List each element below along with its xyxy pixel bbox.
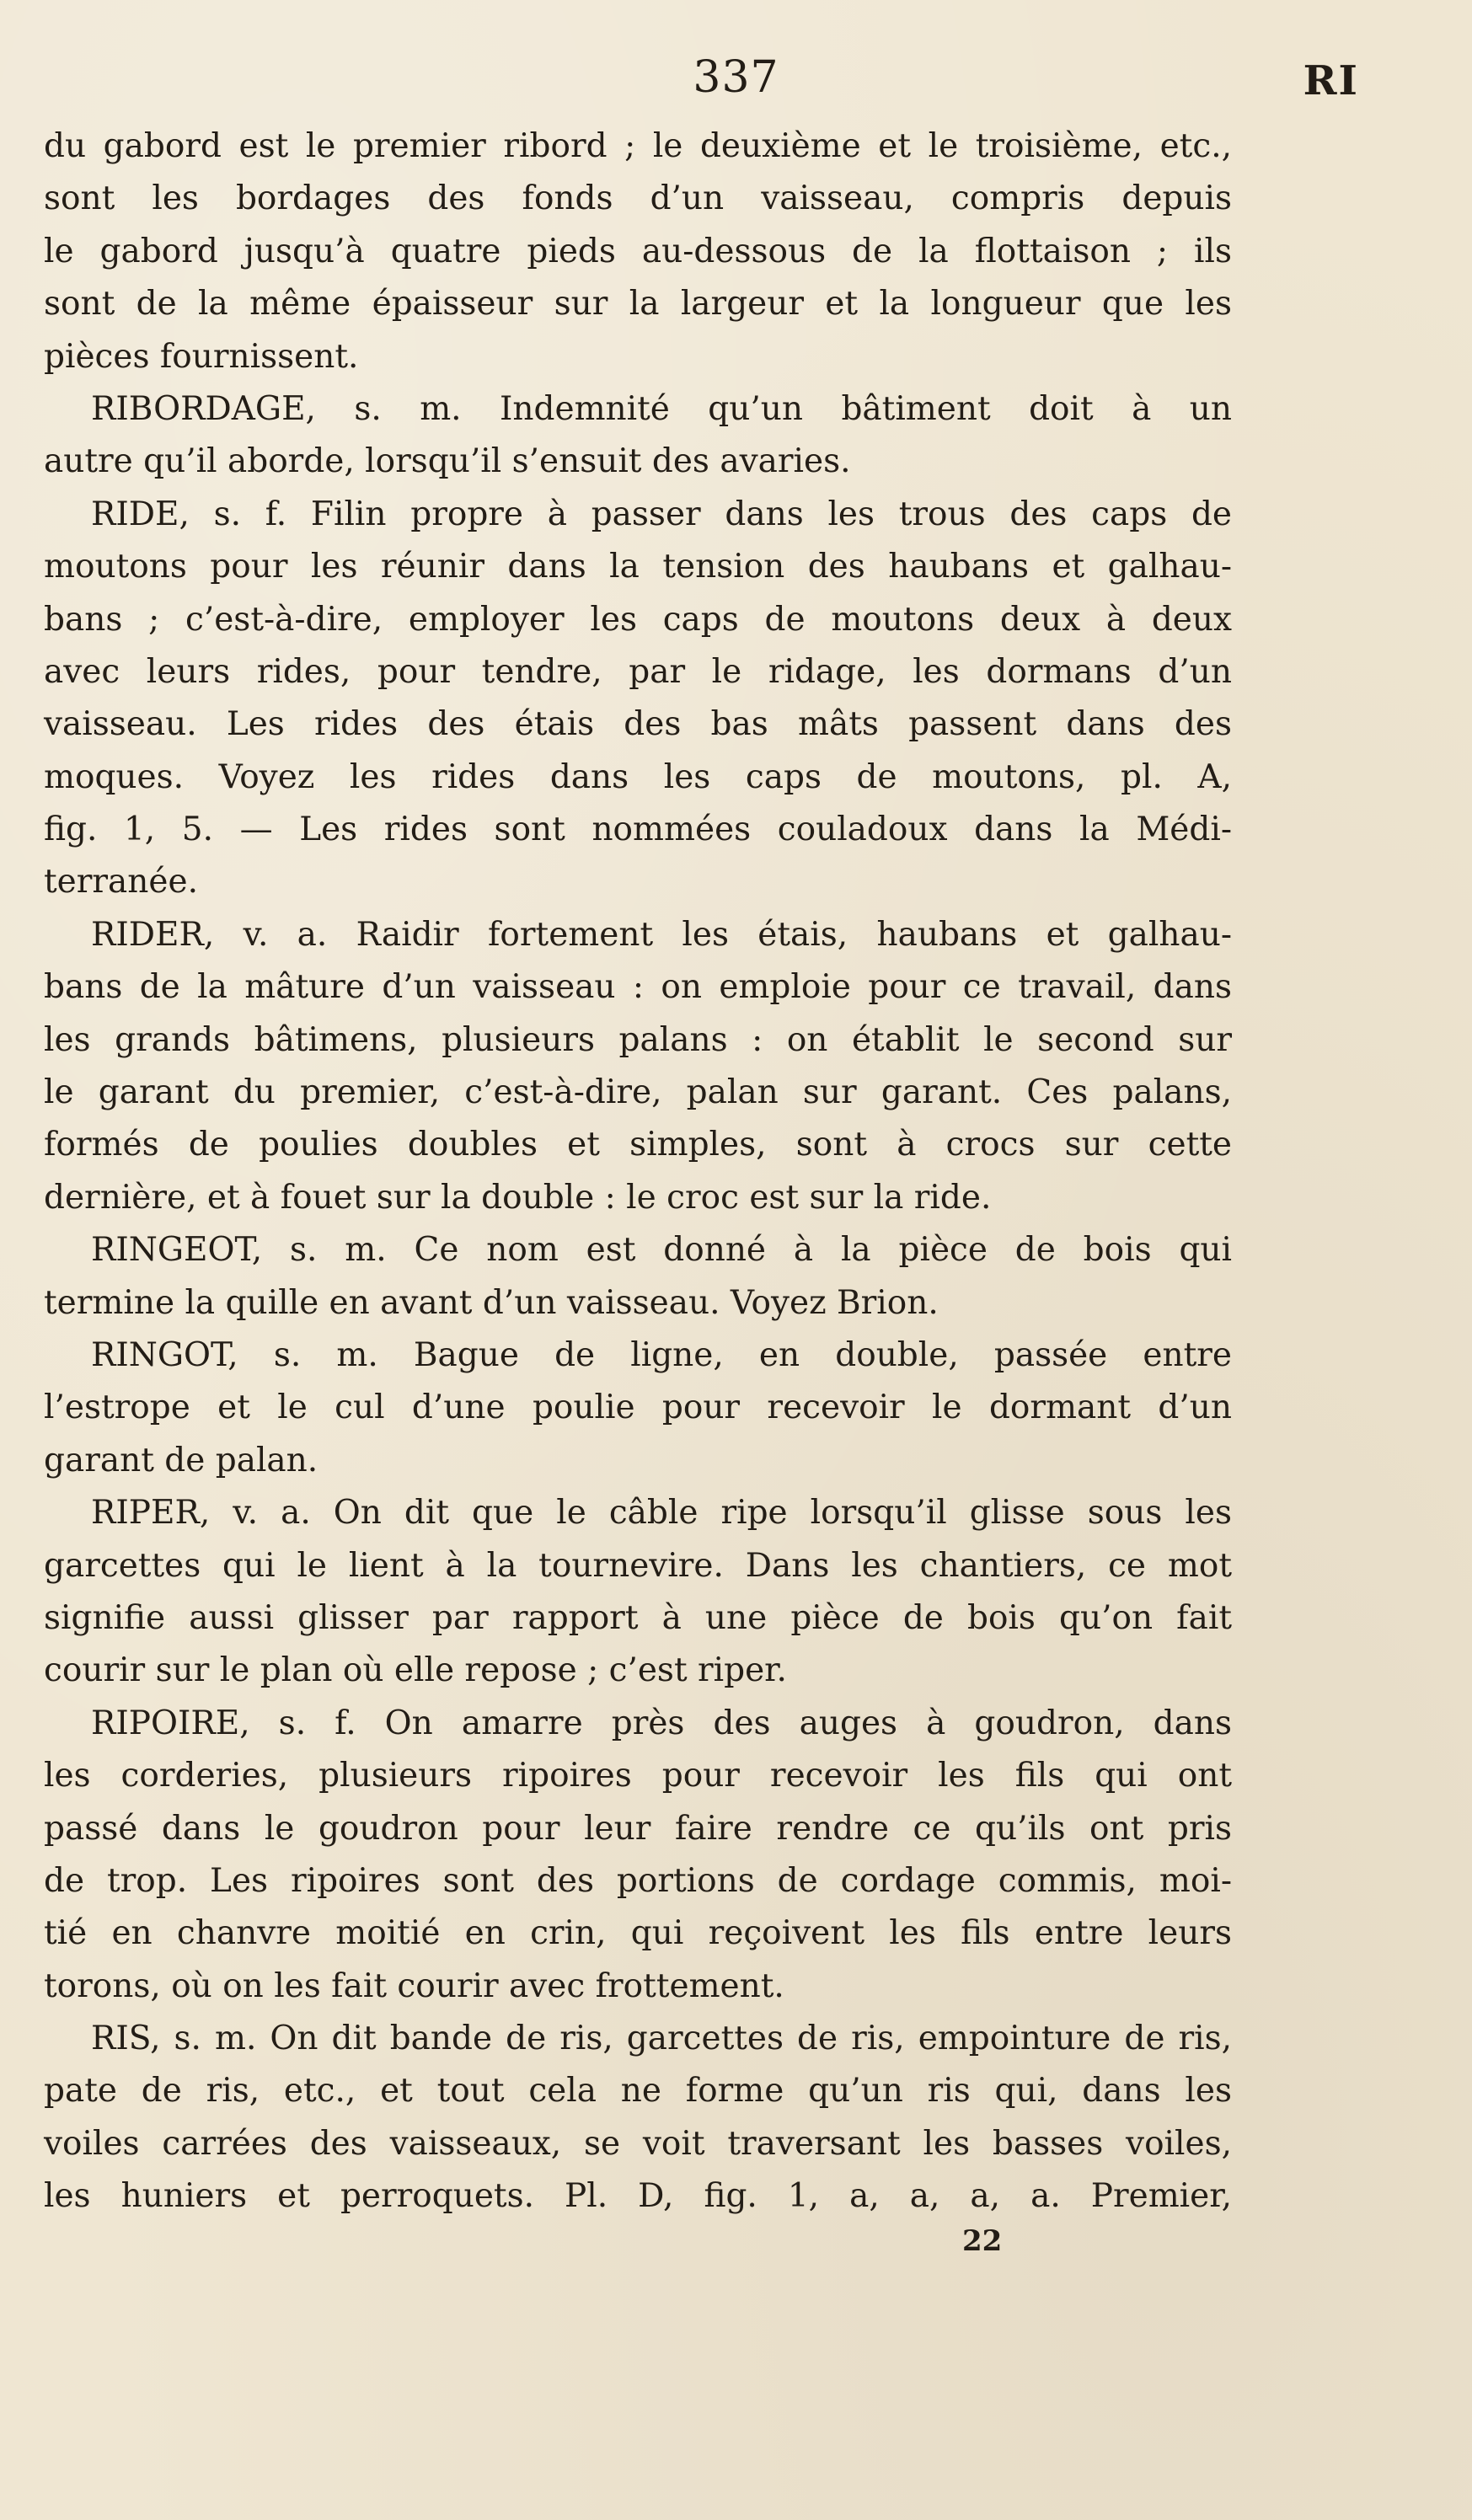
text-line: les grands bâtimens, plusieurs palans : on établit le second sur — [44, 1020, 1232, 1059]
entry-ribordage: RIBORDAGE, s. m. Indemnité qu’un bâtiment doit à un — [91, 389, 1232, 428]
text-line: sont les bordages des fonds d’un vaisseau, compris depuis — [44, 179, 1232, 218]
text-line: les corderies, plusieurs ripoires pour recevoir les fils qui ont — [44, 1757, 1232, 1795]
text-line: pièces fournissent. — [44, 337, 359, 376]
entry-ride: RIDE, s. f. Filin propre à passer dans les trous des caps de — [91, 495, 1232, 533]
text-line: du gabord est le premier ribord ; le deuxième et le troisième, etc., — [44, 127, 1232, 165]
text-line: bans ; c’est-à-dire, employer les caps de moutons deux à deux — [44, 600, 1232, 639]
text-line: passé dans le goudron pour leur faire rendre ce qu’ils ont pris — [44, 1809, 1232, 1848]
text-line: vaisseau. Les rides des étais des bas mâts passent dans des — [44, 705, 1232, 744]
text-line: l’estrope et le cul d’une poulie pour recevoir le dormant d’un — [44, 1388, 1232, 1427]
page-number: 337 — [693, 52, 779, 103]
text-line: formés de poulies doubles et simples, sont à crocs sur cette — [44, 1126, 1232, 1164]
entry-riper: RIPER, v. a. On dit que le câble ripe lorsqu’il glisse sous les — [91, 1494, 1232, 1533]
text-line: le garant du premier, c’est-à-dire, palan sur garant. Ces palans, — [44, 1073, 1232, 1112]
text-line: dernière, et à fouet sur la double : le croc est sur la ride. — [44, 1178, 992, 1217]
text-line: tié en chanvre moitié en crin, qui reçoivent les fils entre leurs — [44, 1914, 1232, 1953]
text-line: de trop. Les ripoires sont des portions de cordage commis, moi- — [44, 1861, 1232, 1900]
text-line: pate de ris, etc., et tout cela ne forme qu’un ris qui, dans les — [44, 2072, 1232, 2111]
running-head: RI — [1303, 57, 1359, 104]
text-line: autre qu’il aborde, lorsqu’il s’ensuit des avaries. — [44, 442, 851, 481]
text-line: torons, où on les fait courir avec frottement. — [44, 1966, 784, 2005]
text-line: moutons pour les réunir dans la tension des haubans et galhau- — [44, 548, 1232, 586]
text-line: moques. Voyez les rides dans les caps de moutons, pl. A, — [44, 757, 1232, 796]
signature-mark: 22 — [962, 2224, 1003, 2258]
text-line: avec leurs rides, pour tendre, par le ridage, les dormans d’un — [44, 652, 1232, 691]
text-line: garant de palan. — [44, 1441, 318, 1479]
text-line: termine la quille en avant d’un vaisseau. Voyez Brion. — [44, 1283, 939, 1322]
text-line: le gabord jusqu’à quatre pieds au-dessous de la flottaison ; ils — [44, 232, 1232, 270]
text-line: courir sur le plan où elle repose ; c’est riper. — [44, 1651, 787, 1690]
text-line: fig. 1, 5. — Les rides sont nommées couladoux dans la Médi- — [44, 811, 1232, 849]
text-line: terranée. — [44, 863, 198, 902]
text-line: garcettes qui le lient à la tournevire. Dans les chantiers, ce mot — [44, 1546, 1232, 1585]
entry-ringeot: RINGEOT, s. m. Ce nom est donné à la pièce de bois qui — [91, 1231, 1232, 1270]
entry-ringot: RINGOT, s. m. Bague de ligne, en double, passée entre — [91, 1335, 1232, 1374]
text-line: les huniers et perroquets. Pl. D, fig. 1, a, a, a, a. Premier, — [44, 2177, 1232, 2216]
dictionary-text — [44, 120, 1232, 2223]
text-line: sont de la même épaisseur sur la largeur et la longueur que les — [44, 285, 1232, 324]
text-line: bans de la mâture d’un vaisseau : on emploie pour ce travail, dans — [44, 968, 1232, 1007]
entry-ris: RIS, s. m. On dit bande de ris, garcettes de ris, empointure de ris, — [91, 2020, 1232, 2058]
entry-ripoire: RIPOIRE, s. f. On amarre près des auges à goudron, dans — [91, 1704, 1232, 1742]
text-line: voiles carrées des vaisseaux, se voit traversant les basses voiles, — [44, 2124, 1232, 2163]
entry-rider: RIDER, v. a. Raidir fortement les étais, haubans et galhau- — [91, 915, 1232, 954]
text-line: signifie aussi glisser par rapport à une pièce de bois qu’on fait — [44, 1598, 1232, 1637]
